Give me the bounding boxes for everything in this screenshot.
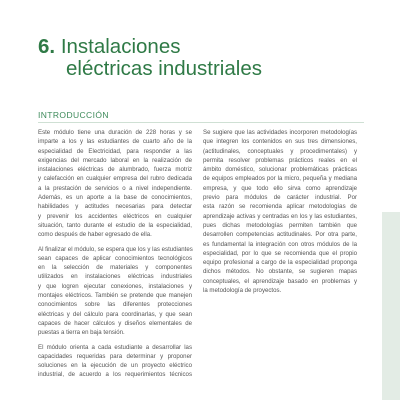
left-column: [38, 128, 192, 385]
text-line: especialidad de Electricidad, para responder a las: [38, 147, 192, 155]
text-line: habilidades y actitudes necesarias para detectar: [38, 203, 192, 211]
text-line: y prevenir los accidentes eléctricos en cualquier: [38, 212, 192, 220]
text-line: capaces de hacer cálculos y diseños elementales de: [38, 319, 192, 327]
text-line: El módulo orienta a cada estudiante a desarrollar las: [38, 343, 192, 351]
text-line: dichos métodos. No obstante, se sugieren mapas: [203, 268, 357, 276]
text-line: Este módulo tiene una duración de 228 horas y se: [38, 129, 192, 136]
text-line: eléctricas y del cálculo para coordinarlas, y que sean: [38, 310, 192, 318]
text-line: Al finalizar el módulo, se espera que los y las estudiantes: [38, 245, 193, 253]
text-line: sean capaces de aplicar conocimientos tecnológicos: [38, 254, 192, 262]
text-line: esta razón se recomienda aplicar metodologías de: [203, 203, 357, 211]
chapter-title: [38, 36, 262, 80]
section-heading: INTRODUCCIÓN: [38, 110, 109, 120]
text-line: equipo profesional a cargo de la especialidad proponga: [203, 259, 357, 267]
text-line: montajes eléctricos. También se pretende que manejen: [38, 292, 192, 300]
text-line: la metodología de proyectos.: [203, 287, 282, 295]
text-line: pues dichas metodologías permiten también que: [203, 221, 357, 229]
section-divider: [38, 122, 364, 123]
text-line: ámbito doméstico, solucionar problemáticas prácticas: [203, 166, 357, 174]
text-line: industrial, de acuerdo a los requerimientos técnicos: [38, 371, 192, 379]
text-line: de equipos empleados por la micro, pequeña y mediana: [203, 175, 357, 183]
text-line: exigencias del mercado laboral en la realización de: [38, 156, 192, 164]
right-column: [203, 128, 357, 300]
page-edge-band: [382, 212, 400, 400]
text-line: en la selección de materiales y componentes: [38, 264, 192, 272]
text-line: conceptuales, el aprendizaje basado en problemas y: [203, 277, 357, 285]
text-line: permita resolver problemas prácticos reales en el: [203, 156, 357, 164]
chapter-title-line1: [38, 36, 262, 58]
text-line: y calefacción en cualquier empresa del rubro dedicada: [38, 175, 192, 183]
text-line: instalaciones eléctricas de alumbrado, fuerza motriz: [38, 166, 192, 174]
text-line: imparte a los y las estudiantes de cuarto año de la: [38, 138, 192, 146]
text-line: desarrollen competencias actitudinales. Por otra parte,: [203, 231, 357, 239]
text-line: conocimientos sobre las diferentes protecciones: [38, 301, 192, 309]
left-paragraph-1: [38, 128, 192, 240]
text-line: puestas a tierra en baja tensión.: [38, 329, 125, 337]
left-paragraph-3: [38, 343, 192, 380]
text-line: capacidades requeridas para determinar y proponer: [38, 352, 192, 360]
text-line: y que logren ejecutar conexiones, instalaciones y: [38, 282, 192, 290]
text-line: a la prestación de servicios o a nivel independiente.: [38, 184, 192, 192]
right-paragraph-1: [203, 128, 357, 295]
text-line: especialidad, por lo que se recomienda que el propio: [203, 249, 357, 257]
text-line: que integren los contenidos en sus tres dimensiones,: [203, 138, 357, 146]
chapter-number: 6.: [38, 35, 56, 58]
text-line: soluciones en la ejecución de un proyecto eléctrico: [38, 362, 192, 370]
text-line: (actitudinales, conceptuales y procedimentales) y: [203, 147, 357, 155]
left-paragraph-2: [38, 245, 192, 338]
text-line: previo para módulos de carácter industrial. Por: [203, 194, 357, 202]
text-line: Además, es un aporte a la base de conocimientos,: [38, 194, 192, 202]
text-line: empresa, y que todo ello sirva como aprendizaje: [203, 184, 357, 192]
text-line: como después de haber egresado de ella.: [38, 231, 152, 239]
text-line: es fundamental la integración con otros módulos de la: [203, 240, 357, 248]
chapter-title-line2: eléctricas industriales: [66, 57, 262, 80]
text-line: situación, tanto durante el estudio de la especialidad,: [38, 221, 192, 229]
text-line: aprendizaje activas y centradas en los y las estudiantes,: [203, 212, 357, 220]
text-line: utilizados en instalaciones eléctricas industriales: [38, 273, 192, 281]
text-line: Se sugiere que las actividades incorporen metodologías: [203, 129, 357, 136]
chapter-title-text-1: Instalaciones: [60, 35, 181, 58]
